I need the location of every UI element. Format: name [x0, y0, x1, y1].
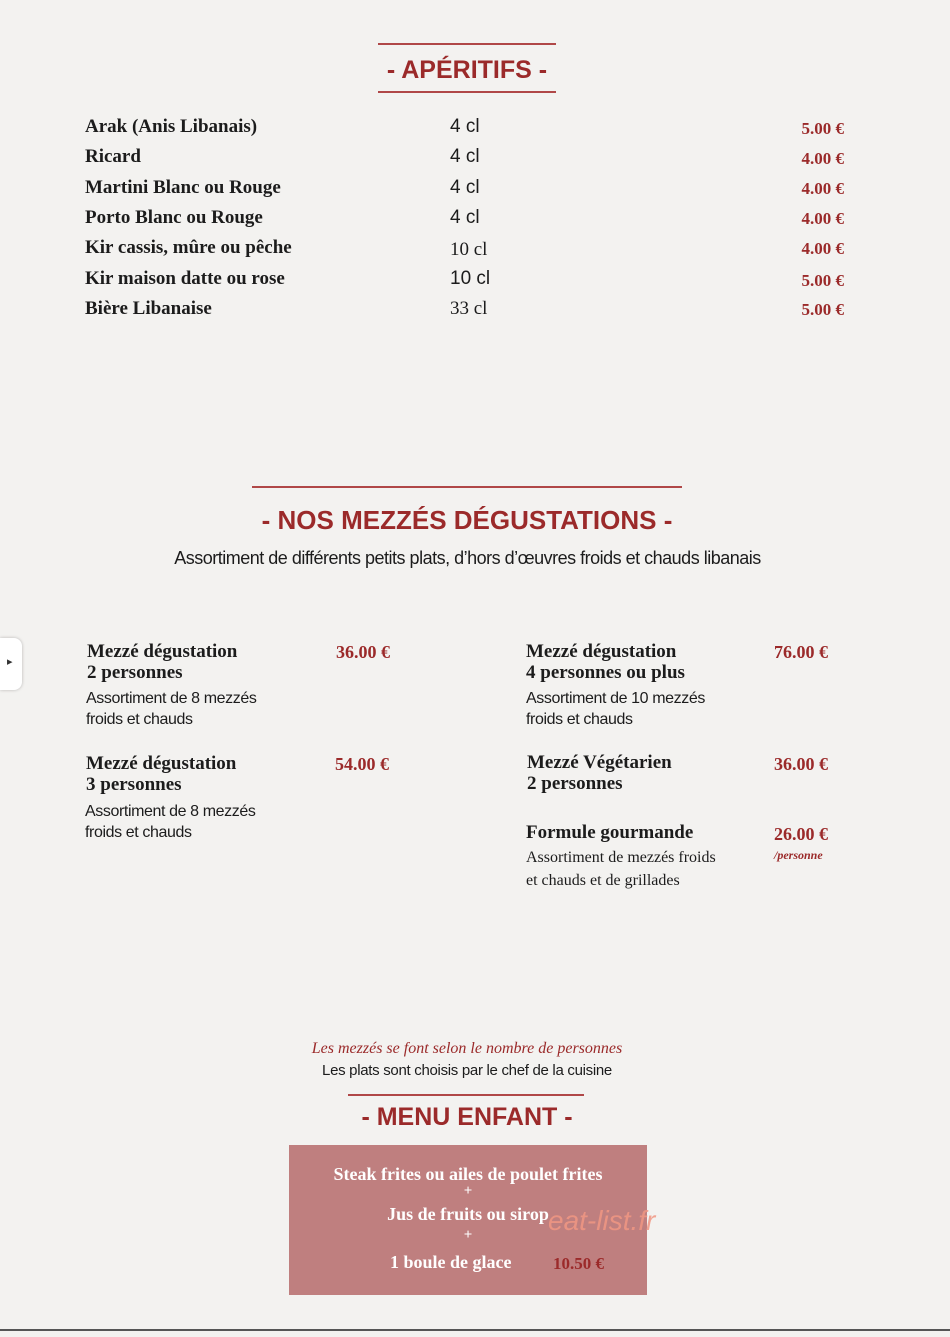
mezze-price: 36.00 € — [774, 754, 828, 774]
item-name: Bière Libanaise — [85, 298, 212, 319]
item-name: Kir maison datte ou rose — [85, 268, 285, 289]
mezze-desc: Assortiment de 8 mezzés — [85, 803, 256, 820]
mezze-desc: froids et chauds — [86, 711, 193, 728]
kids-title-rule — [348, 1094, 584, 1096]
plus-sign: + — [463, 1183, 473, 1199]
mezze-price: 54.00 € — [335, 754, 389, 774]
item-name: Martini Blanc ou Rouge — [85, 177, 281, 198]
item-price: 5.00 € — [801, 300, 844, 319]
item-qty: 10 cl — [450, 239, 488, 260]
mezze-desc: froids et chauds — [526, 711, 633, 728]
mezzes-title: - NOS MEZZÉS DÉGUSTATIONS - — [261, 505, 673, 535]
title-rule-bottom — [378, 91, 556, 93]
kids-line: Jus de fruits ou sirop — [387, 1204, 549, 1224]
item-price: 5.00 € — [801, 271, 844, 290]
mezze-name: 3 personnes — [86, 774, 182, 795]
plus-sign: + — [463, 1227, 473, 1243]
item-qty: 33 cl — [450, 298, 488, 319]
item-price: 4.00 € — [801, 209, 844, 228]
item-name: Ricard — [85, 146, 141, 167]
item-qty: 4 cl — [450, 177, 480, 198]
item-price: 4.00 € — [801, 179, 844, 198]
mezze-price: 36.00 € — [336, 642, 390, 662]
mezze-price: 76.00 € — [774, 642, 828, 662]
note-italic: Les mezzés se font selon le nombre de personnes — [311, 1040, 623, 1057]
mezze-name: Mezzé dégustation — [86, 753, 237, 774]
mezzes-subtitle: Assortiment de différents petits plats, d’hors d’œuvres froids et chauds libanais — [174, 548, 761, 568]
page-bottom-border — [0, 1329, 950, 1331]
kids-line: Steak frites ou ailes de poulet frites — [333, 1164, 603, 1184]
item-name: Arak (Anis Libanais) — [85, 116, 258, 137]
item-name: Porto Blanc ou Rouge — [85, 207, 263, 228]
mezze-desc: et chauds et de grillades — [526, 872, 680, 889]
mezze-desc: froids et chauds — [85, 824, 192, 841]
kids-line: 1 boule de glace — [390, 1252, 512, 1272]
mezze-name: Formule gourmande — [526, 822, 694, 843]
mezze-name: Mezzé dégustation — [87, 641, 238, 662]
title-rule-top — [378, 43, 556, 45]
mezze-desc: Assortiment de 10 mezzés — [526, 690, 705, 707]
mezze-name: 2 personnes — [87, 662, 183, 683]
aperitifs-title: - APÉRITIFS - — [386, 56, 548, 84]
item-qty: 4 cl — [450, 207, 480, 228]
item-price: 5.00 € — [801, 119, 844, 138]
item-price: 4.00 € — [801, 239, 844, 258]
mezze-name: 4 personnes ou plus — [526, 662, 685, 683]
mezzes-title-rule — [252, 486, 682, 488]
mezze-name: Mezzé dégustation — [526, 641, 677, 662]
watermark: eat-list.fr — [548, 1205, 656, 1236]
chevron-right-icon: ▸ — [7, 655, 13, 668]
mezze-desc: Assortiment de mezzés froids — [526, 849, 716, 866]
side-panel-tab[interactable] — [0, 638, 22, 690]
mezze-price: 26.00 € — [774, 824, 828, 844]
mezze-name: Mezzé Végétarien — [527, 752, 672, 773]
item-qty: 10 cl — [450, 268, 491, 289]
kids-price: 10.50 € — [553, 1254, 604, 1273]
item-name: Kir cassis, mûre ou pêche — [85, 237, 292, 258]
mezze-desc: Assortiment de 8 mezzés — [86, 690, 257, 707]
item-qty: 4 cl — [450, 116, 480, 137]
item-price: 4.00 € — [801, 149, 844, 168]
kids-title: - MENU ENFANT - — [361, 1103, 573, 1131]
price-note: /personne — [774, 848, 823, 862]
item-qty: 4 cl — [450, 146, 480, 167]
mezze-name: 2 personnes — [527, 773, 623, 794]
note-chef: Les plats sont choisis par le chef de la cuisine — [322, 1062, 612, 1079]
